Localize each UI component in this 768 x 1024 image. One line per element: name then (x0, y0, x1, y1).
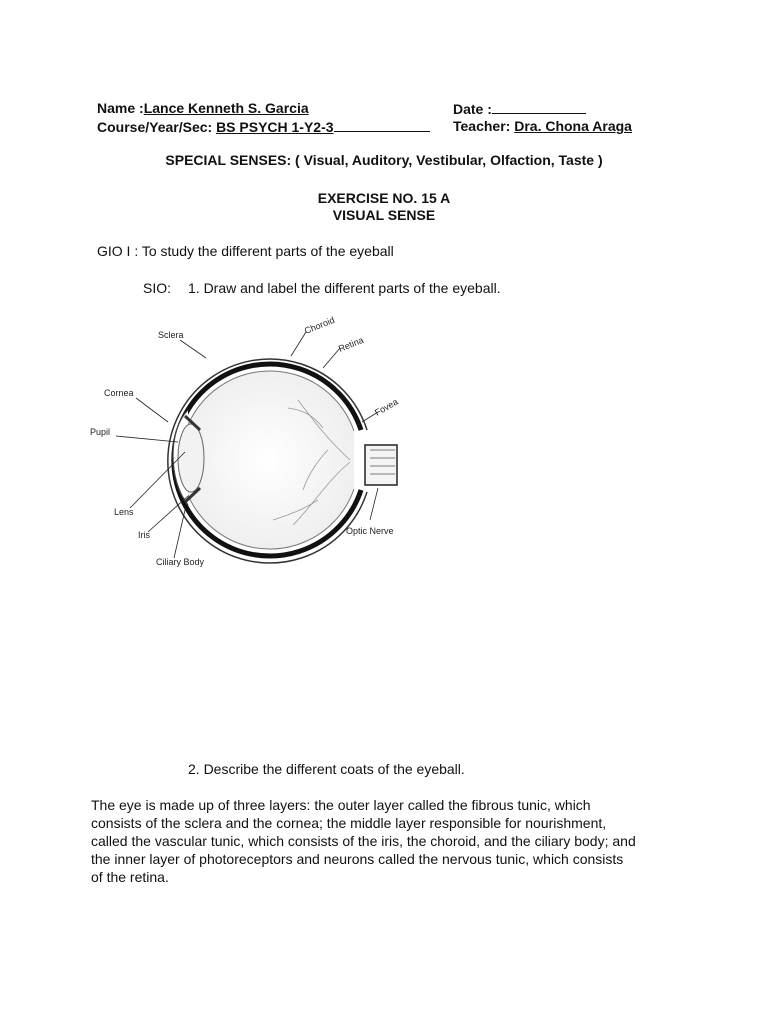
gio-text: GIO I : To study the different parts of the eyeball (97, 243, 394, 259)
name-label: Name : (97, 100, 144, 116)
course-blank (334, 118, 430, 132)
name-value: Lance Kenneth S. Garcia (143, 100, 309, 116)
name-row (97, 100, 433, 117)
sio-item-2: 2. Describe the different coats of the eyeball. (188, 761, 465, 777)
exercise-title: VISUAL SENSE (332, 207, 436, 223)
label-ciliary-body: Ciliary Body (156, 557, 205, 567)
course-label: Course/Year/Sec: (97, 119, 217, 135)
answer-line: called the vascular tunic, which consists of the iris, the choroid, and the ciliary body; and (91, 833, 636, 849)
date-label: Date : (453, 101, 492, 117)
answer-line: consists of the sclera and the cornea; the middle layer responsible for nourishment, (91, 815, 607, 831)
teacher-row (453, 118, 632, 135)
label-optic-nerve: Optic Nerve (346, 526, 394, 536)
answer-line: of the retina. (91, 869, 169, 885)
exercise-number: EXERCISE NO. 15 A (317, 190, 451, 206)
label-pupil: Pupil (90, 427, 111, 437)
label-choroid: Choroid (303, 314, 336, 336)
label-sclera: Sclera (158, 330, 184, 340)
course-row (97, 118, 430, 136)
label-lens: Lens (114, 507, 134, 517)
answer-line: the inner layer of photoreceptors and neurons called the nervous tunic, which consists (91, 851, 624, 867)
date-row (453, 100, 586, 118)
teacher-value: Dra. Chona Araga (514, 118, 632, 134)
course-value: BS PSYCH 1-Y2-3 (216, 119, 334, 135)
retina-layer (181, 371, 354, 549)
optic-nerve-shape (365, 445, 397, 485)
label-retina: Retina (337, 334, 365, 354)
label-fovea: Fovea (373, 396, 400, 418)
label-iris: Iris (138, 530, 150, 540)
topic-heading: SPECIAL SENSES: ( Visual, Auditory, Vestibular, Olfaction, Taste ) (165, 152, 603, 168)
date-blank (492, 100, 586, 114)
eyeball-diagram (88, 310, 418, 580)
lens-shape (178, 424, 204, 492)
answer-paragraph (91, 796, 691, 886)
label-cornea: Cornea (104, 388, 134, 398)
teacher-label: Teacher: (453, 118, 515, 134)
answer-line: The eye is made up of three layers: the outer layer called the fibrous tunic, which (91, 797, 591, 813)
sio-item-1: 1. Draw and label the different parts of the eyeball. (188, 280, 501, 296)
sio-label: SIO: (143, 280, 172, 296)
